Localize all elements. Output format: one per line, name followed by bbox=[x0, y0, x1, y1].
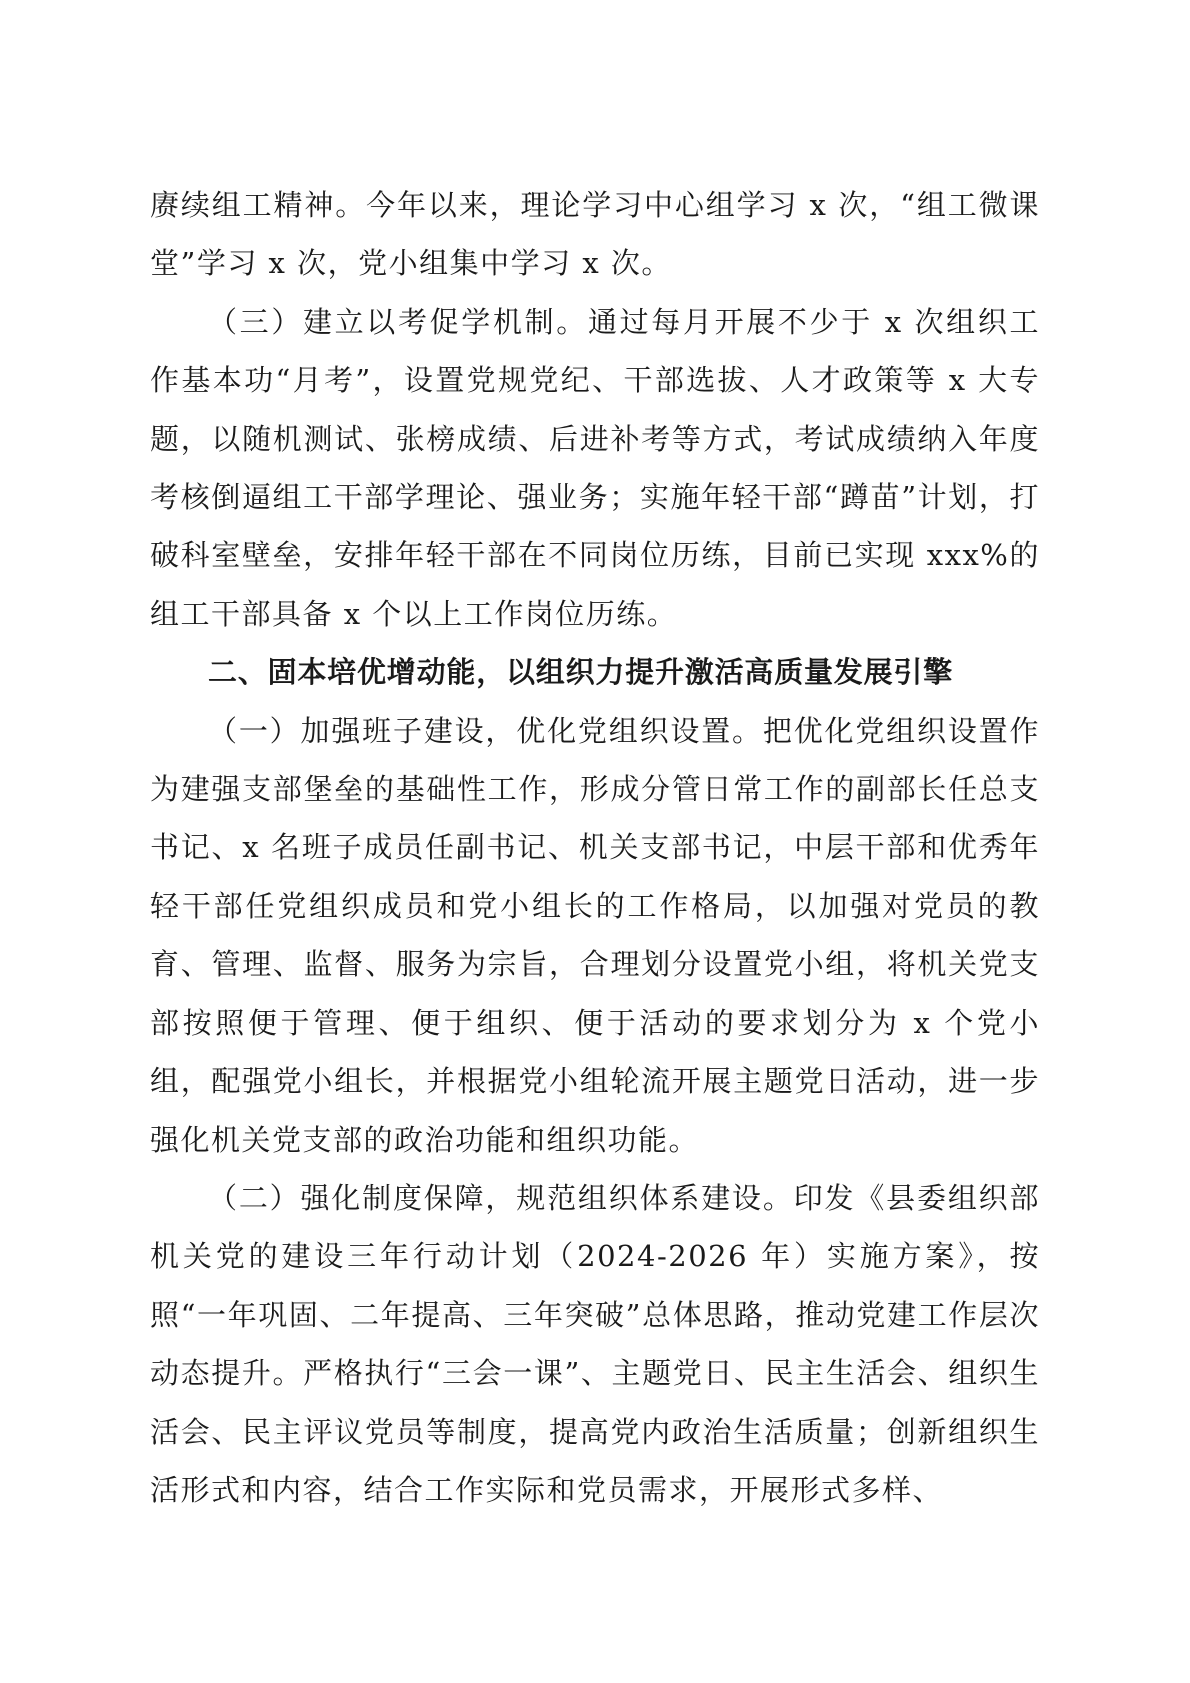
paragraph-leadership-building: （一）加强班子建设，优化党组织设置。把优化党组织设置作为建强支部堡垒的基础性工作，形成分管日常工作的副部长任总支书记、x 名班子成员任副书记、机关支部书记，中层干部和优秀年轻干部任党组织成员和党小组长的工作格局，以加强对党员的教育、管理、监督、服务为宗旨，合理划分设置党小组，将机关党支部按照便于管理、便于组织、便于活动的要求划分为 x 个党小组，配强党小组长，并根据党小组轮流开展主题党日活动，进一步强化机关党支部的政治功能和组织功能。 bbox=[150, 713, 1040, 1157]
paragraph-exam-mechanism: （三）建立以考促学机制。通过每月开展不少于 x 次组织工作基本功“月考”，设置党规党纪、干部选拔、人才政策等 x 大专题，以随机测试、张榜成绩、后进补考等方式，考试成绩纳入年度考核倒逼组工干部学理论、强业务；实施年轻干部“蹲苗”计划，打破科室壁垒，安排年轻干部在不同岗位历练，目前已实现 xxx%的组工干部具备 x 个以上工作岗位历练。 bbox=[150, 304, 1040, 631]
paragraph-system-guarantee: （二）强化制度保障，规范组织体系建设。印发《县委组织部机关党的建设三年行动计划（2024-2026 年）实施方案》，按照“一年巩固、二年提高、三年突破”总体思路，推动党建工作层次动态提升。严格执行“三会一课”、主题党日、民主生活会、组织生活会、民主评议党员等制度，提高党内政治生活质量；创新组织生活形式和内容，结合工作实际和党员需求，开展形式多样、 bbox=[150, 1180, 1040, 1507]
paragraph-continuation: 赓续组工精神。今年以来，理论学习中心组学习 x 次，“组工微课堂”学习 x 次，党小组集中学习 x 次。 bbox=[150, 188, 1040, 281]
document-body bbox=[150, 176, 1040, 1519]
section-heading-two: 二、固本培优增动能，以组织力提升激活高质量发展引擎 bbox=[208, 655, 954, 690]
